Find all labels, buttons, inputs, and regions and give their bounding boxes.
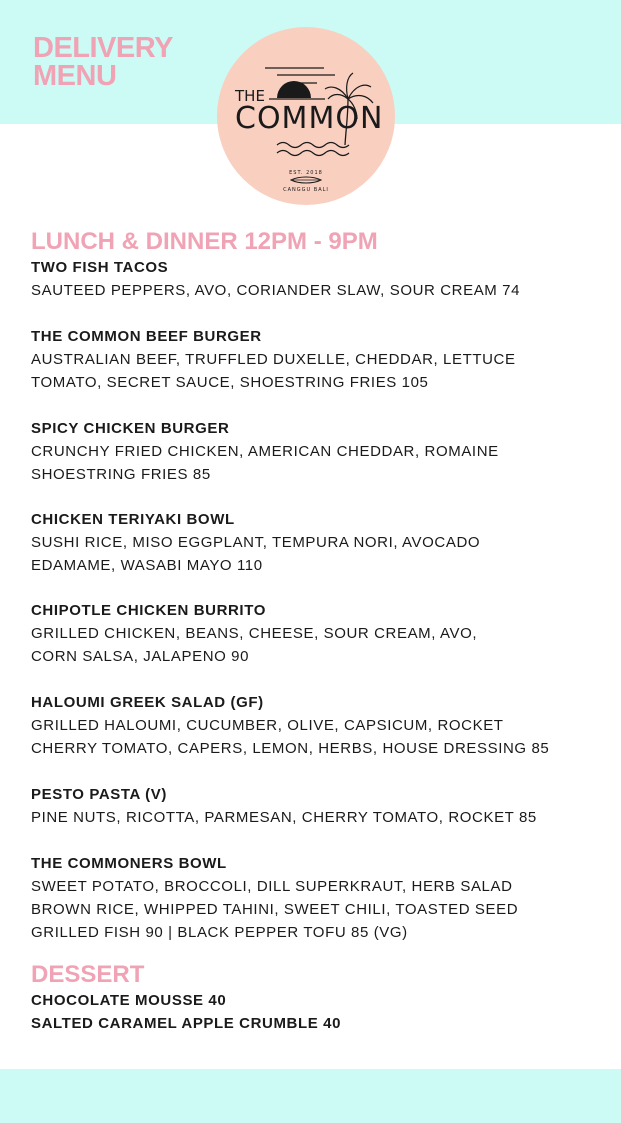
logo-location: CANGGU BALI	[283, 187, 329, 193]
menu-item-description: GRILLED CHICKEN, BEANS, CHEESE, SOUR CREAM, AVO,	[31, 625, 478, 642]
menu-item-teriyaki-bowl	[31, 509, 601, 577]
menu-item-description: GRILLED FISH 90 | BLACK PEPPER TOFU 85 (VG)	[31, 924, 408, 941]
menu-item-burrito	[31, 600, 601, 668]
menu-item-description: CRUNCHY FRIED CHICKEN, AMERICAN CHEDDAR, ROMAINE	[31, 443, 499, 460]
menu-item-haloumi-salad	[31, 692, 601, 760]
bottom-band	[0, 1069, 621, 1123]
menu-item-name: SPICY CHICKEN BURGER	[31, 420, 230, 437]
menu-item-description: SAUTEED PEPPERS, AVO, CORIANDER SLAW, SOUR CREAM 74	[31, 282, 521, 299]
menu-item-pesto-pasta	[31, 784, 601, 829]
dessert-item: CHOCOLATE MOUSSE 40	[31, 992, 227, 1009]
menu-item-beef-burger	[31, 326, 601, 394]
dessert-title: DESSERT	[31, 961, 145, 988]
menu-item-description: CORN SALSA, JALAPENO 90	[31, 648, 250, 665]
menu-item-description: GRILLED HALOUMI, CUCUMBER, OLIVE, CAPSICUM, ROCKET	[31, 717, 504, 734]
menu-item-description: SUSHI RICE, MISO EGGPLANT, TEMPURA NORI, AVOCADO	[31, 534, 481, 551]
menu-item-description: SHOESTRING FRIES 85	[31, 466, 211, 483]
menu-item-description: BROWN RICE, WHIPPED TAHINI, SWEET CHILI, TOASTED SEED	[31, 901, 519, 918]
menu-item-description: CHERRY TOMATO, CAPERS, LEMON, HERBS, HOUSE DRESSING 85	[31, 740, 550, 757]
menu-item-description: TOMATO, SECRET SAUCE, SHOESTRING FRIES 105	[31, 374, 429, 391]
dessert-item: SALTED CARAMEL APPLE CRUMBLE 40	[31, 1015, 342, 1032]
menu-item-spicy-chicken-burger	[31, 418, 601, 486]
menu-item-description: PINE NUTS, RICOTTA, PARMESAN, CHERRY TOMATO, ROCKET 85	[31, 809, 537, 826]
menu-item-description: AUSTRALIAN BEEF, TRUFFLED DUXELLE, CHEDDAR, LETTUCE	[31, 351, 516, 368]
menu-item-name: HALOUMI GREEK SALAD (GF)	[31, 694, 264, 711]
menu-item-name: TWO FISH TACOS	[31, 259, 169, 276]
page-title-line-1: DELIVERY	[33, 32, 173, 64]
menu-item-name: CHICKEN TERIYAKI BOWL	[31, 511, 235, 528]
logo-word-the: THE	[235, 87, 265, 105]
logo-word-common: COMMON	[235, 101, 384, 136]
page-title-line-2: MENU	[33, 60, 117, 92]
menu-item-description: SWEET POTATO, BROCCOLI, DILL SUPERKRAUT, HERB SALAD	[31, 878, 513, 895]
menu-item-name: THE COMMONERS BOWL	[31, 855, 227, 872]
logo-established: EST. 2018	[289, 170, 323, 176]
menu-item-name: THE COMMON BEEF BURGER	[31, 328, 262, 345]
lunch-dinner-title: LUNCH & DINNER 12PM - 9PM	[31, 228, 378, 255]
menu-item-commoners-bowl	[31, 853, 601, 944]
restaurant-logo	[217, 27, 395, 205]
menu-item-description: EDAMAME, WASABI MAYO 110	[31, 557, 263, 574]
menu-item-fish-tacos	[31, 257, 601, 302]
menu-item-name: CHIPOTLE CHICKEN BURRITO	[31, 602, 266, 619]
page-title	[33, 34, 173, 90]
menu-item-name: PESTO PASTA (V)	[31, 786, 167, 803]
